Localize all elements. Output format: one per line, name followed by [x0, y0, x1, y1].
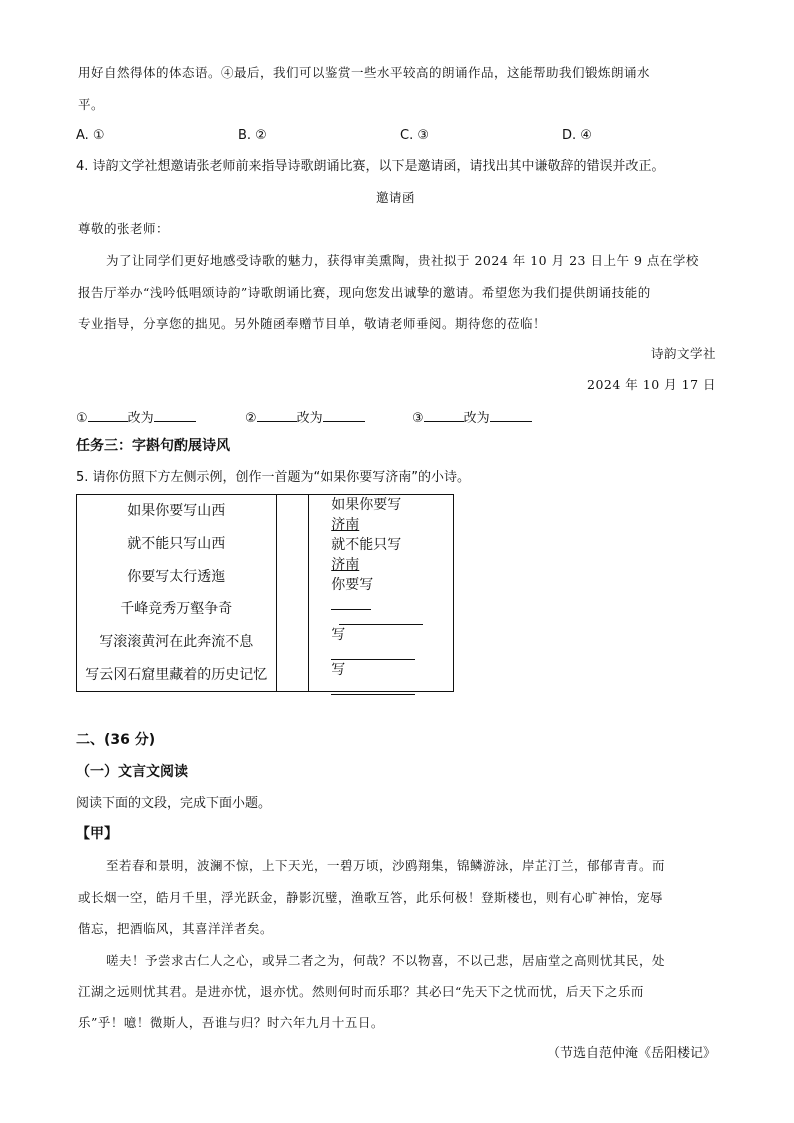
passage-label-jia: 【甲】 [76, 826, 118, 842]
answer-line-1: 如果你要写 济南 [331, 497, 402, 533]
option-a[interactable]: A. ① [76, 128, 105, 143]
example-line-2: 就不能只写山西 [127, 535, 226, 552]
q3-tail-line1: 用好自然得体的体态语。④最后，我们可以鉴赏一些水平较高的朗诵作品，这能帮助我们锻炼朗诵水 [78, 65, 651, 80]
passage-source: （节选自范仲淹《岳阳楼记》 [546, 1046, 716, 1061]
letter-body-line3: 专业指导，分享您的拙见。另外随函奉赠节目单，敬请老师垂阅。期待您的莅临！ [78, 316, 547, 331]
example-line-1: 如果你要写山西 [127, 503, 226, 520]
fill-item-1-number: ① [76, 411, 88, 426]
divider-cell [276, 495, 309, 692]
answer-line-4[interactable] [331, 610, 423, 625]
fill-item-3-number: ③ [412, 411, 424, 426]
letter-date: 2024 年 10 月 17 日 [587, 377, 716, 392]
fill-item-1-blank-a[interactable] [88, 407, 128, 422]
letter-body-line1: 为了让同学们更好地感受诗歌的魅力，获得审美熏陶，贵社拟于 2024 年 10 月 23 日上午 9 点在学校 [106, 253, 699, 268]
passage-p2-line2: 江湖之远则忧其君。是进亦忧，退亦忧。然则何时而乐耶？其必曰“先天下之忧而忧，后天下之乐而 [78, 984, 644, 999]
fill-item-1-label: 改为 [127, 411, 154, 426]
fill-item-3-label: 改为 [463, 411, 490, 426]
fill-item-3 [412, 407, 532, 428]
option-b[interactable]: B. ② [238, 128, 267, 143]
passage-p1-line3: 偕忘，把酒临风，其喜洋洋者矣。 [78, 921, 274, 936]
example-line-4: 千峰竞秀万壑争奇 [120, 601, 233, 618]
answer-poem-cell [309, 495, 454, 692]
passage-p2-line3: 乐”乎！噫！微斯人，吾谁与归？时六年九月十五日。 [78, 1015, 384, 1030]
answer-line-6[interactable]: 写 [331, 660, 415, 695]
answer-line-3[interactable]: 你要写 [331, 575, 373, 610]
letter-signature: 诗韵文学社 [650, 346, 716, 361]
section2-subheading: （一）文言文阅读 [76, 764, 188, 780]
example-poem-cell [77, 495, 277, 692]
answer-line-5[interactable]: 写 [331, 625, 415, 660]
answer-line-2: 就不能只写 济南 [331, 537, 402, 573]
fill-item-3-blank-a[interactable] [424, 407, 464, 422]
passage-p1-line2: 或长烟一空，皓月千里，浮光跃金，静影沉璧，渔歌互答，此乐何极！登斯楼也，则有心旷神怡，宠辱 [78, 890, 664, 905]
reading-instruction: 阅读下面的文段，完成下面小题。 [76, 796, 272, 811]
example-line-6: 写云冈石窟里藏着的历史记忆 [85, 666, 268, 683]
option-d[interactable]: D. ④ [562, 128, 592, 143]
letter-title: 邀请函 [376, 190, 416, 205]
passage-p2-line1: 嗟夫！予尝求古仁人之心，或异二者之为，何哉？不以物喜，不以己悲，居庙堂之高则忧其民，处 [106, 953, 666, 968]
q5-stem: 5. 请你仿照下方左侧示例，创作一首题为“如果你要写济南”的小诗。 [76, 470, 471, 485]
fill-item-2-blank-a[interactable] [257, 407, 297, 422]
fill-item-2-label: 改为 [296, 411, 323, 426]
option-c[interactable]: C. ③ [400, 128, 429, 143]
section2-heading: 二、(36 分) [76, 732, 156, 748]
fill-item-2-blank-b[interactable] [323, 407, 365, 422]
q3-tail-line2: 平。 [78, 97, 105, 112]
fill-item-3-blank-b[interactable] [490, 407, 532, 422]
example-line-5: 写滚滚黄河在此奔流不息 [99, 633, 254, 650]
fill-item-1-blank-b[interactable] [154, 407, 196, 422]
task3-heading: 任务三：字斟句酌展诗风 [76, 438, 230, 454]
letter-body-line2: 报告厅举办“浅吟低唱颂诗韵”诗歌朗诵比赛，现向您发出诚挚的邀请。希望您为我们提供朗诵技能的 [78, 285, 651, 300]
fill-item-2 [245, 407, 365, 428]
example-line-3: 你要写太行透迤 [127, 568, 226, 585]
q4-stem: 4. 诗韵文学社想邀请张老师前来指导诗歌朗诵比赛，以下是邀请函，请找出其中谦敬辞的错误并改正。 [76, 159, 665, 174]
fill-item-1 [76, 407, 196, 428]
letter-salutation: 尊敬的张老师： [78, 221, 170, 236]
passage-p1-line1: 至若春和景明，波澜不惊，上下天光，一碧万顷，沙鸥翔集，锦鳞游泳，岸芷汀兰，郁郁青青。而 [106, 858, 666, 873]
fill-item-2-number: ② [245, 411, 257, 426]
poem-table [76, 494, 454, 692]
